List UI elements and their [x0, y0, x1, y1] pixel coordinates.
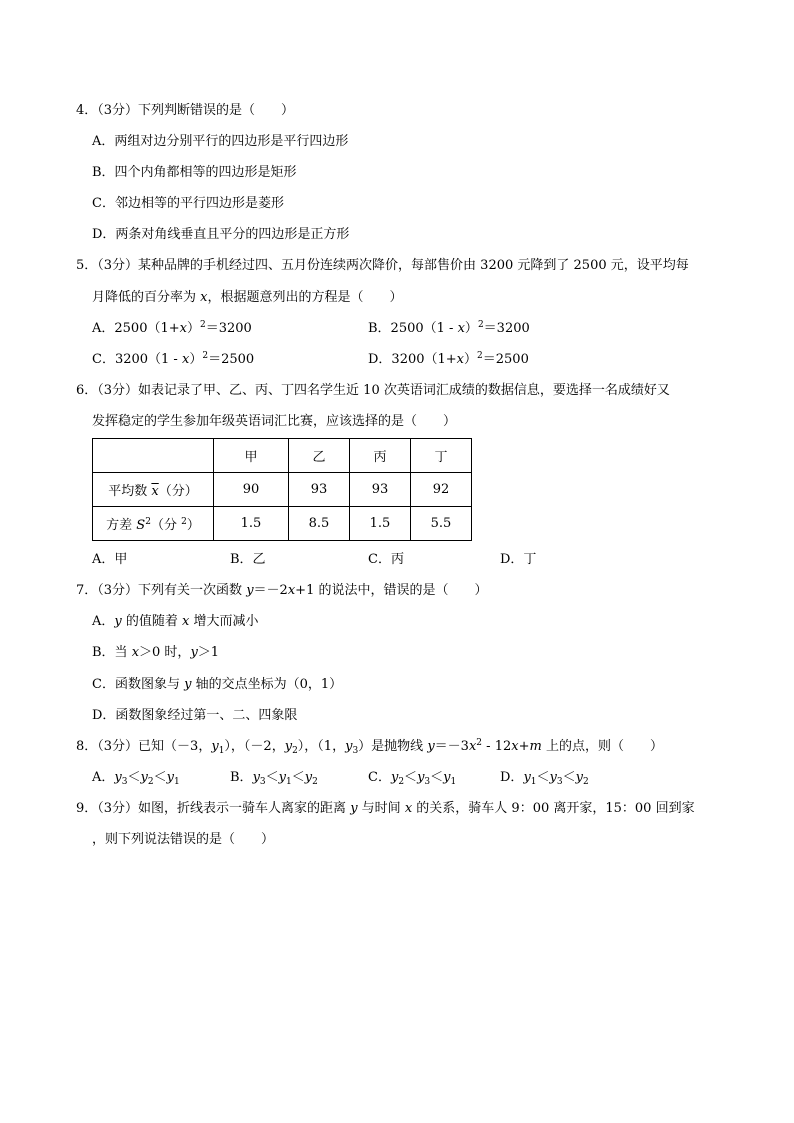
q6-stem-line1: 6．（3分）如表记录了甲、乙、丙、丁四名学生近 10 次英语词汇成绩的数据信息，要选择一名成绩好又 [76, 383, 670, 398]
q4-option-a: A．两组对边分别平行的四边形是平行四边形 [92, 134, 349, 149]
q9-stem-line2: ，则下列说法错误的是（ ） [92, 832, 275, 847]
q8-option-c: C．$y_2<y_3<y_1$ [368, 770, 457, 787]
q8-stem: 8．（3分）已知（－3，$y_1$），（－2，$y_2$），（1，$y_3$）是抛物线 $y=-3x^2 - 12x+m$ 上的点，则（ ） [76, 738, 663, 756]
table-cell: 92 [411, 473, 472, 507]
q6-option-b: B．乙 [230, 552, 266, 567]
q5-option-c: C．3200（1 - x）$^2$＝2500 [92, 351, 255, 367]
table-header-yi: 乙 [289, 439, 350, 473]
q4-option-b: B．四个内角都相等的四边形是矩形 [92, 165, 297, 180]
q7-option-b: B．当 x＞0 时，y＞1 [92, 645, 220, 660]
q8-option-a: A．$y_3<y_2<y_1$ [92, 770, 180, 787]
table-cell: 1.5 [214, 507, 289, 541]
q4-stem: 4．（3分）下列判断错误的是（ ） [76, 103, 295, 118]
table-header-empty [93, 439, 214, 473]
q7-option-a: A．y 的值随着 x 增大而减小 [92, 614, 259, 629]
q4-option-d: D．两条对角线垂直且平分的四边形是正方形 [92, 227, 350, 242]
q6-option-d: D．丁 [500, 552, 537, 567]
q6-stem-line2: 发挥稳定的学生参加年级英语词汇比赛，应该选择的是（ ） [92, 414, 457, 429]
table-cell: 5.5 [411, 507, 472, 541]
q5-stem-line1: 5．（3分）某种品牌的手机经过四、五月份连续两次降价，每部售价由 3200 元降到了 2500 元，设平均每 [76, 258, 689, 273]
q6-option-c: C．丙 [368, 552, 404, 567]
table-cell: 93 [289, 473, 350, 507]
q5-option-a: A．$2500(1+x)^2=3200$ [92, 320, 252, 336]
score-table [92, 438, 472, 541]
table-row-mean [93, 473, 472, 507]
q5-option-b: B．2500（1 - x）$^2$＝3200 [368, 320, 530, 336]
table-cell: 1.5 [350, 507, 411, 541]
q7-stem: 7．（3分）下列有关一次函数 y＝－2x+1 的说法中，错误的是（ ） [76, 583, 488, 598]
q8-option-b: B．$y_3<y_1<y_2$ [230, 770, 318, 787]
table-header-jia: 甲 [214, 439, 289, 473]
table-cell: 93 [350, 473, 411, 507]
q7-option-d: D．函数图象经过第一、二、四象限 [92, 708, 298, 723]
q6-option-a: A．甲 [92, 552, 128, 567]
q4-option-c: C．邻边相等的平行四边形是菱形 [92, 196, 284, 211]
table-label-variance: 方差 $S^2$（分 $^2$） [93, 507, 214, 541]
table-header-bing: 丙 [350, 439, 411, 473]
table-cell: 90 [214, 473, 289, 507]
table-cell: 8.5 [289, 507, 350, 541]
table-row-variance [93, 507, 472, 541]
q7-option-c: C．函数图象与 y 轴的交点坐标为（0，1） [92, 677, 343, 692]
table-header-ding: 丁 [411, 439, 472, 473]
table-label-mean: 平均数 $\overline{x}$（分） [93, 473, 214, 507]
q8-option-d: D．$y_1<y_3<y_2$ [500, 770, 589, 787]
table-header-row [93, 439, 472, 473]
q5-stem-line2: 月降低的百分率为 x，根据题意列出的方程是（ ） [92, 290, 403, 305]
q9-stem-line1: 9．（3分）如图，折线表示一骑车人离家的距离 y 与时间 x 的关系，骑车人 9：00 离开家，15：00 回到家 [76, 801, 695, 816]
q5-option-d: D．$3200(1+x)^2=2500$ [368, 351, 529, 367]
